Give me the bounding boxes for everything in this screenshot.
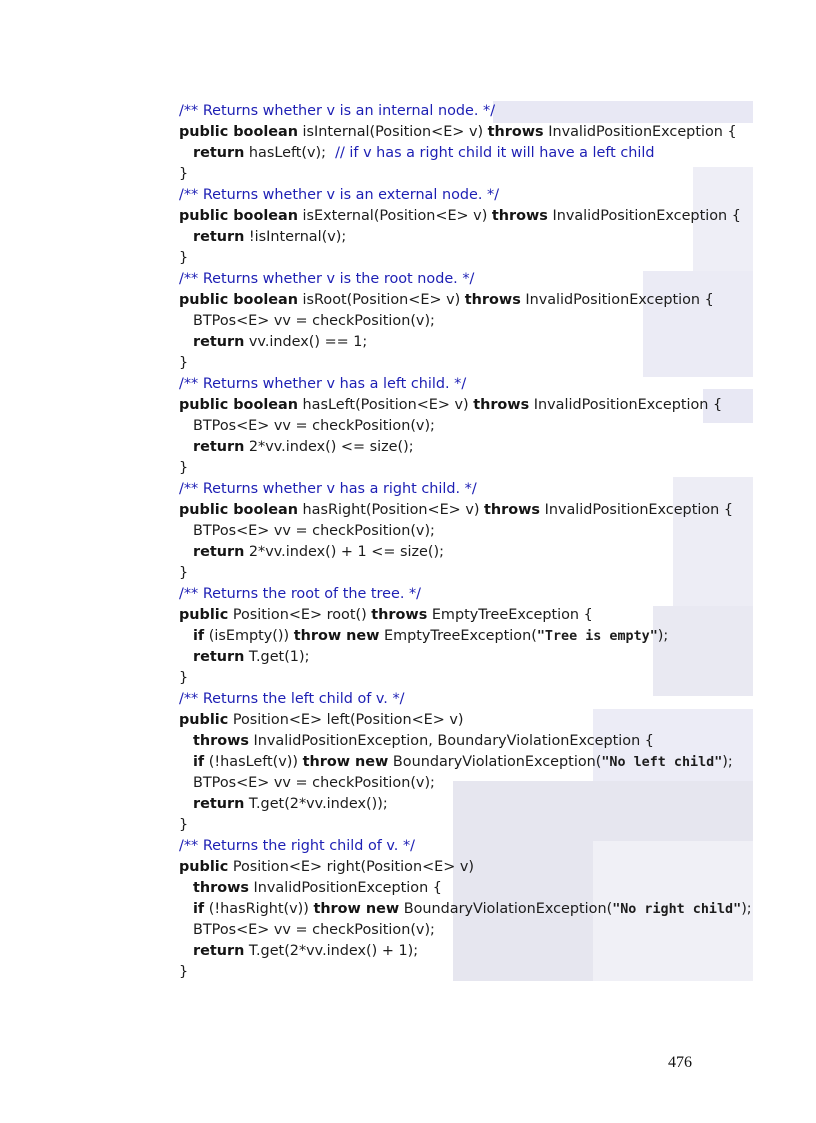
code-line	[179, 353, 188, 374]
code-text: hasLeft(v);	[244, 145, 336, 161]
code-line	[179, 563, 188, 584]
code-text: InvalidPositionException {	[540, 502, 733, 518]
code-line	[179, 500, 733, 521]
code-line	[179, 122, 737, 143]
code-keyword: public boolean	[179, 124, 298, 140]
code-keyword: return	[193, 796, 245, 812]
code-keyword: return	[193, 334, 245, 350]
code-text: InvalidPositionException {	[547, 208, 741, 224]
scan-shading	[653, 606, 753, 696]
code-text: }	[179, 250, 189, 266]
code-text: !isInternal(v);	[244, 229, 347, 245]
code-text: isInternal(Position<E> v)	[297, 124, 488, 140]
code-text: (!hasRight(v))	[204, 901, 314, 917]
code-keyword: return	[193, 145, 245, 161]
code-string: "No right child"	[612, 902, 742, 917]
code-line	[179, 584, 421, 605]
code-text: );	[657, 628, 669, 644]
code-keyword: return	[193, 229, 245, 245]
code-line	[179, 479, 477, 500]
code-keyword: public	[179, 712, 229, 728]
code-keyword: public	[179, 607, 229, 623]
code-keyword: public boolean	[179, 397, 298, 413]
code-line	[179, 206, 741, 227]
code-line	[179, 752, 733, 773]
code-keyword: throws	[371, 607, 428, 623]
code-text: hasRight(Position<E> v)	[297, 502, 485, 518]
code-text: Position<E> right(Position<E> v)	[228, 859, 475, 875]
code-text: InvalidPositionException {	[520, 292, 714, 308]
code-line	[179, 101, 495, 122]
code-text: BTPos<E> vv = checkPosition(v);	[193, 418, 435, 434]
code-text: EmptyTreeException(	[379, 628, 537, 644]
code-text: );	[722, 754, 733, 770]
code-line	[179, 437, 414, 458]
code-keyword: public boolean	[179, 208, 298, 224]
code-text: }	[179, 670, 189, 686]
code-comment: /** Returns the right child of v. */	[179, 838, 415, 854]
code-comment: /** Returns the left child of v. */	[179, 691, 405, 707]
code-text: InvalidPositionException {	[529, 397, 723, 413]
code-line	[179, 647, 309, 668]
code-text: InvalidPositionException, BoundaryViolationException {	[248, 733, 654, 749]
code-keyword: public boolean	[179, 502, 298, 518]
code-text: BTPos<E> vv = checkPosition(v);	[193, 775, 435, 791]
code-text: T.get(1);	[244, 649, 310, 665]
code-line	[179, 731, 654, 752]
code-line	[179, 689, 405, 710]
code-line	[179, 143, 655, 164]
code-line	[179, 941, 418, 962]
code-string: "Tree is empty"	[536, 629, 658, 644]
code-text: }	[179, 460, 189, 476]
code-keyword: throws	[464, 292, 521, 308]
code-line	[179, 227, 346, 248]
code-text: T.get(2*vv.index());	[244, 796, 388, 812]
code-line	[179, 710, 464, 731]
code-line	[179, 458, 188, 479]
code-comment: /** Returns whether v is an internal node. */	[179, 103, 496, 119]
code-keyword: throws	[473, 397, 530, 413]
code-text: (isEmpty())	[204, 628, 294, 644]
code-line	[179, 878, 442, 899]
code-line	[179, 773, 435, 794]
code-text: }	[179, 817, 189, 833]
code-keyword: throws	[491, 208, 548, 224]
code-text: T.get(2*vv.index() + 1);	[244, 943, 419, 959]
code-line	[179, 899, 752, 920]
code-line	[179, 521, 435, 542]
code-line	[179, 815, 188, 836]
code-comment: /** Returns the root of the tree. */	[179, 586, 422, 602]
page-number: 476	[668, 1054, 692, 1071]
code-keyword: throws	[193, 733, 249, 749]
code-line	[179, 164, 188, 185]
code-text: BTPos<E> vv = checkPosition(v);	[193, 523, 435, 539]
code-line	[179, 416, 435, 437]
code-line	[179, 332, 367, 353]
code-listing-image	[173, 101, 753, 981]
code-keyword: throw new	[313, 901, 400, 917]
code-keyword: return	[193, 943, 245, 959]
code-comment: /** Returns whether v has a right child. */	[179, 481, 477, 497]
code-line	[179, 290, 714, 311]
code-keyword: public boolean	[179, 292, 298, 308]
code-text: }	[179, 964, 189, 980]
code-text: isRoot(Position<E> v)	[297, 292, 465, 308]
code-line	[179, 269, 474, 290]
code-text: }	[179, 565, 189, 581]
code-keyword: if	[193, 901, 205, 917]
code-text: (!hasLeft(v))	[204, 754, 303, 770]
scan-shading	[643, 271, 753, 377]
code-line	[179, 836, 415, 857]
code-keyword: public	[179, 859, 229, 875]
code-comment: /** Returns whether v has a left child. */	[179, 376, 467, 392]
code-line	[179, 374, 466, 395]
code-text: }	[179, 355, 189, 371]
code-line	[179, 857, 474, 878]
code-line	[179, 311, 435, 332]
code-keyword: return	[193, 439, 245, 455]
code-keyword: throws	[484, 502, 540, 518]
code-keyword: throws	[487, 124, 544, 140]
code-line	[179, 920, 435, 941]
code-text: hasLeft(Position<E> v)	[297, 397, 474, 413]
code-text: 2*vv.index() <= size();	[244, 439, 414, 455]
scan-shading	[493, 101, 753, 123]
code-line	[179, 626, 668, 647]
code-text: BoundaryViolationException(	[388, 754, 602, 770]
code-keyword: throws	[193, 880, 249, 896]
code-line	[179, 395, 722, 416]
code-line	[179, 962, 188, 981]
code-text: BoundaryViolationException(	[399, 901, 613, 917]
code-keyword: throw new	[302, 754, 389, 770]
code-line	[179, 605, 593, 626]
code-line	[179, 542, 444, 563]
code-line	[179, 668, 188, 689]
code-string: "No left child"	[601, 755, 723, 770]
code-text: }	[179, 166, 189, 182]
code-comment: // if v has a right child it will have a left child	[335, 145, 655, 161]
code-text: );	[741, 901, 752, 917]
code-keyword: if	[193, 754, 205, 770]
code-text: Position<E> left(Position<E> v)	[228, 712, 464, 728]
code-text: 2*vv.index() + 1 <= size();	[244, 544, 444, 560]
code-keyword: return	[193, 649, 245, 665]
code-text: vv.index() == 1;	[244, 334, 368, 350]
code-comment: /** Returns whether v is an external node. */	[179, 187, 500, 203]
code-keyword: return	[193, 544, 245, 560]
code-line	[179, 185, 499, 206]
code-text: BTPos<E> vv = checkPosition(v);	[193, 922, 435, 938]
code-keyword: if	[193, 628, 205, 644]
code-text: InvalidPositionException {	[248, 880, 442, 896]
code-text: EmptyTreeException {	[427, 607, 593, 623]
code-keyword: throw new	[293, 628, 380, 644]
code-line	[179, 248, 188, 269]
code-line	[179, 794, 388, 815]
code-text: isExternal(Position<E> v)	[297, 208, 492, 224]
code-text: Position<E> root()	[228, 607, 372, 623]
code-text: InvalidPositionException {	[543, 124, 737, 140]
code-text: BTPos<E> vv = checkPosition(v);	[193, 313, 435, 329]
code-comment: /** Returns whether v is the root node. */	[179, 271, 475, 287]
